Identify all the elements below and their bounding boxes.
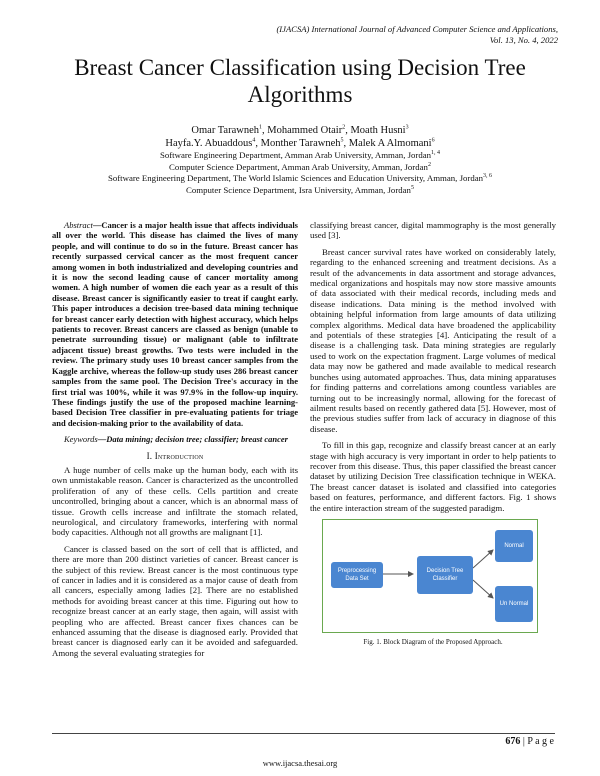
- arrow-classifier-to-normal: [473, 550, 493, 568]
- author-name: Moath Husni: [350, 125, 406, 136]
- authors-block: [30, 124, 570, 196]
- decision-tree-box: Decision Tree Classifier: [417, 556, 473, 594]
- authors-line-1: Omar Tarawneh$^1$, Mohammed Otair$^2$, Moath Husni$^3$: [191, 124, 409, 136]
- affiliation: Computer Science Department, Amman Arab University, Amman, Jordan$^2$: [169, 161, 431, 172]
- preprocessing-box: Preprocessing Data Set: [331, 562, 383, 588]
- journal-website: www.ijacsa.thesai.org: [262, 758, 338, 768]
- keywords: [52, 434, 298, 444]
- abstract-label: Abstract: [64, 220, 93, 230]
- author-name: Malek A Almomani: [348, 138, 432, 149]
- figure-caption: Fig. 1. Block Diagram of the Proposed Approach.: [363, 637, 503, 646]
- section-number: I.: [146, 450, 153, 461]
- abstract: [52, 220, 298, 428]
- page-label: | P a g e: [522, 736, 554, 747]
- section-heading: [52, 451, 298, 461]
- journal-volume: Vol. 13, No. 4, 2022: [489, 35, 558, 45]
- affiliation: Computer Science Department, Isra University, Amman, Jordan$^5$: [186, 184, 414, 195]
- journal-header: [198, 24, 558, 46]
- authors-line-2: Hayfa.Y. Abuaddous$^4$, Monther Tarawneh$^5$, Malek A Almomani$^6$: [165, 137, 435, 149]
- keywords-text: —Data mining; decision tree; classifier; breast cancer: [97, 434, 288, 445]
- abstract-text: —Cancer is a major health issue that affects individuals all over the world. This disease has claimed the lives of many people, and will continue to do so in the future. Breast cancer has recently surpassed cervical cancer as the most frequent cancer among women in both industrialized and developing countries and it is now the second leading cause of cancer mortality among women. A high number of women die each year as a result of this disease. Breast cancer is significantly easier to treat if caught early. This paper introduces a decision tree-based data mining technique for breast cancer early detection with highest accuracy, which helps patients to recover. Breast cancers are classed as benign (unable to penetrate surrounding tissue) or malignant (able to infiltrate adjacent tissue) breast growths. Two tests were included in the review. The primary study uses 10 breast cancer samples from the Kaggle archive, whereas the follow-up study uses 286 breast cancer samples from the same pool. The Decision Tree's accuracy in the first trial was 100%, while it was 97.9% in the follow-up inquiry. These findings justify the use of the proposed machine learning-based Decision Tree classifier in pre-evaluating patients for triage and decision-making prior to the availability of data.: [52, 220, 298, 428]
- author-name: Monther Tarawneh: [260, 138, 341, 149]
- body-paragraph: classifying breast cancer, digital mammography is the most generally used [3].: [310, 220, 556, 241]
- body-paragraph: Breast cancer survival rates have worked on considerably lately, regarding to the enhanced screening and treatment decisions. As a result of the advancements in data assortment and storage advances, medical organizations and hospitals may now store massive amounts of data associated with their medical records, including meds and disease indications. Data mining is the method involved with obtaining helpful information from large amounts of data utilizing complex algorithms. Medical data have broadened the applicability and potentials of these strategies [4]. Anticipating the result of a disease is a challenging task. Data mining strategies are regularly used to work on the expectation fragment. Large volumes of medical data may now be gathered and made available to medical research bunches using automated approaches. Thus, data mining apparatuses for finding patterns and correlations among countless variables are turning out to be increasingly normal, allowing for the forecast of ailment results based on recently gathered data [5]. However, most of the previous studies suffer from lack of accuracy in diagnose of this disease.: [310, 246, 556, 434]
- author-sup: 3: [405, 124, 409, 131]
- block-diagram: [322, 519, 538, 633]
- author-name: Omar Tarawneh: [191, 125, 259, 136]
- body-paragraph: Cancer is classed based on the sort of cell that is afflicted, and there are more than 200 distinct varieties of cancer. Breast cancer is the subject of this review. Breast cancer is the most continuous type of cancer in ladies and it is considered as a major cause of death from all cancers, especially among ladies [2]. There are no established methods for avoiding breast cancer at this time. Figuring out how to recognize breast cancer at an early stage, then again, will assist with peopling who are affected. Breast cancer fixes chances can be enhanced assuming that the disease is diagnosed early. Provided that breast cancer is diagnosed early can it be avoided and safeguarded. Among the several evaluating strategies for: [52, 543, 298, 658]
- keywords-label: Keywords: [64, 434, 98, 445]
- author-sup: 4: [252, 137, 256, 144]
- left-column: [52, 220, 298, 664]
- author-name: Mohammed Otair: [267, 125, 343, 136]
- footer-divider: [52, 733, 555, 734]
- journal-name: (IJACSA) International Journal of Advanced Computer Science and Applications,: [276, 24, 558, 34]
- right-column: [310, 220, 556, 647]
- page-number-value: 676: [505, 736, 521, 747]
- body-paragraph: A huge number of cells make up the human body, each with its own unmistakable reason. Cancer is characterized as the uncontrolled proliferation of any of these cells. Cells partition and create uncontrolled, bringing about a cancer, which is an abnormal mass of tissue. Growth cells increase and infiltrate the stomach related, neurological, and circulatory frameworks, interfering with normal body capacities. Although not all growths are malignant [1].: [52, 464, 298, 538]
- author-sup: 1: [259, 124, 262, 131]
- author-name: Hayfa.Y. Abuaddous: [165, 138, 253, 149]
- body-paragraph: To fill in this gap, recognize and classify breast cancer at an early stage with high accuracy is very important in order to help patients to recover from this disease. Thus, this paper classified the breast cancer dataset by utilizing Decision Tree classification technique in WEKA. The breast cancer dataset is isolated and classified into categories based on features, performance, and different factors. Fig. 1 shows the entire interaction stream of the suggested paradigm.: [310, 440, 556, 513]
- affiliation: Software Engineering Department, Amman Arab University, Amman, Jordan$^{1, 4}$: [159, 150, 441, 160]
- affiliation: Software Engineering Department, The World Islamic Sciences and Education University, Amman, Jordan$^{3, 6}$: [107, 173, 493, 183]
- author-sup: 2: [342, 124, 346, 131]
- author-sup: 6: [431, 137, 435, 144]
- unnormal-box: Un Normal: [495, 586, 533, 622]
- paper-title: Breast Cancer Classification using Decision Tree Algorithms: [74, 55, 526, 107]
- section-title: Introduction: [154, 450, 204, 461]
- arrow-classifier-to-unnormal: [473, 580, 493, 598]
- page-number: [505, 736, 554, 747]
- normal-box: Normal: [495, 530, 533, 562]
- author-sup: 5: [340, 137, 344, 144]
